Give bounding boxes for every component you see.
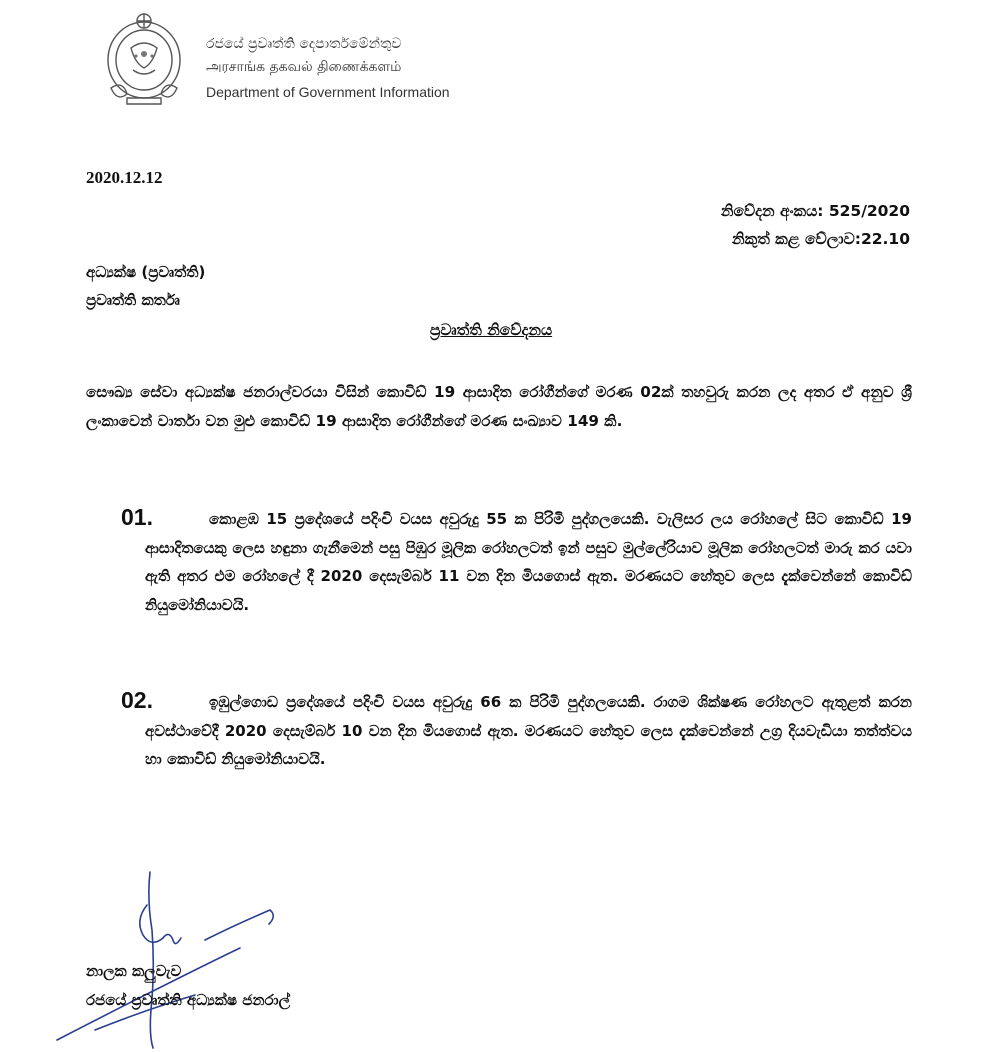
from-editor: ප්‍රවෘත්ති කර්තෘ [86, 291, 180, 309]
release-date: 2020.12.12 [86, 168, 163, 187]
case-text: ඉඹුල්ගොඩ ප්‍රදේශයේ පදිංචි වයස අවුරුදු 66 ක පිරිමි පුද්ගලයෙකි. රාගම ශික්ෂණ රෝහලට ඇතුළත් කරන අවස්ථාවේදී 2020 දෙසැම්බර් 10 වන දින මියගොස් ඇත. මරණයට හේතුව ලෙස දැක්වෙන්නේ උග්‍ර දියවැඩියා තත්ත්වය හා කොවිඩ් නියුමෝනියාවයි. [145, 693, 912, 768]
org-name-english: Department of Government Information [206, 84, 450, 100]
intro-paragraph: සෞඛ්‍ය සේවා අධ්‍යක්ෂ ජනරාල්වරයා විසින් කොවිඩ් 19 ආසාදිත රෝගීන්ගේ මරණ 02ක් තහවුරු කරන ලද අතර ඒ අනුව ශ්‍රී ලංකාවෙන් වාර්තා වන මුළු කොවිඩ් 19 ආසාදිත රෝගීන්ගේ මරණ සංඛ්‍යාව 149 කි. [86, 383, 912, 430]
case-number: 01. [121, 504, 153, 530]
from-director: අධ්‍යක්ෂ (ප්‍රවෘත්ති) [86, 263, 206, 281]
release-number: නිවේදන අංකය: 525/2020 [720, 202, 910, 220]
case-text: කොළඹ 15 ප්‍රදේශයේ පදිංචි වයස අවුරුදු 55 ක පිරිමි පුද්ගලයෙකි. වැලිසර ලය රෝහලේ සිට කොවිඩ් 19 ආසාදිතයෙකු ලෙස හඳුනා ගැනීමෙන් පසු පිඹුර මූලික රෝහලටත් ඉන් පසුව මුල්ලේරියාව මූලික රෝහලටත් මාරු කර යවා ඇති අතර එම රෝහලේ දී 2020 දෙසැම්බර් 11 වන දින මියගොස් ඇත. මරණයට හේතුව ලෙස දැක්වෙන්නේ කොවිඩ් නියුමෝනියාවයි. [145, 510, 912, 614]
document-title-text: ප්‍රවෘත්ති නිවේදනය [429, 321, 553, 339]
document-title [0, 321, 982, 340]
org-name-sinhala: රජයේ ප්‍රවෘත්ති දෙපාර්තමේන්තුව [206, 36, 402, 52]
signatory-name: නාලක කලුවැව [86, 962, 182, 980]
handwritten-signature [55, 860, 305, 1050]
signatory-title: රජයේ ප්‍රවෘත්ති අධ්‍යක්ෂ ජනරාල් [86, 991, 291, 1009]
org-name-tamil: அரசாங்க தகவல் திணைக்களம் [206, 59, 402, 75]
case-item [121, 686, 912, 774]
case-number: 02. [121, 687, 153, 713]
government-emblem-icon [103, 8, 185, 108]
case-item [121, 503, 912, 619]
release-time: නිකුත් කළ වේලාව:22.10 [732, 230, 910, 248]
